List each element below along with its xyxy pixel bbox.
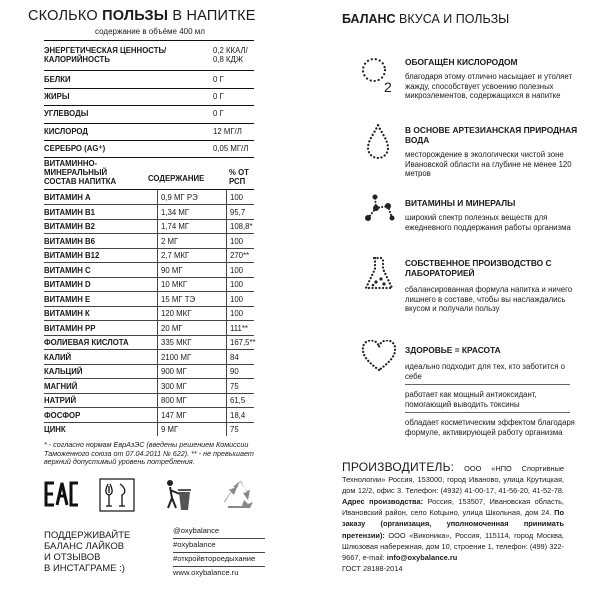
nutrition-subtitle: содержание в объёме 400 мл	[95, 27, 205, 36]
lab-flask-icon	[362, 254, 396, 294]
table-row	[44, 422, 254, 437]
footnote: * - согласно нормам ЕврАзЭС (введены решением Комиссии Таможенного союза от 07.04.2011 № 622). ** - не превышает верхний допустимый уровень потребления.	[44, 440, 254, 467]
vitamin-amount-header: СОДЕРЖАНИЕ	[148, 174, 205, 183]
vitamin-name: ВИТАМИН А	[44, 193, 91, 202]
instagram-share-text: ПОДДЕРЖИВАЙТЕ БАЛАНС ЛАЙКОВ И ОТЗЫВОВ В ИНСТАГРАМЕ :)	[44, 530, 131, 574]
table-row	[44, 350, 254, 365]
table-row	[44, 379, 254, 394]
website-link[interactable]: www.oxybalance.ru	[173, 568, 239, 577]
email-link[interactable]: info@oxybalance.ru	[386, 552, 458, 562]
hashtag[interactable]: #oxybalance	[173, 539, 265, 553]
heart-icon	[360, 340, 398, 374]
feature-text: благодаря этому отлично насыщает и утоляет жажду, способствует усвоению полезных микроэлементов, содержащихся в напитке	[405, 72, 573, 100]
vitamin-name: ВИТАМИН D	[44, 280, 91, 289]
vitamin-amount: 15 МГ ТЭ	[161, 294, 196, 304]
vitamin-pct: 75	[230, 381, 239, 391]
vitamin-pct: 100	[230, 309, 244, 318]
feature-title: ОБОГАЩЁН КИСЛОРОДОМ	[405, 57, 518, 67]
table-row	[44, 277, 254, 292]
vitamin-name: ВИТАМИН В12	[44, 251, 100, 260]
oxygen-o2-icon	[358, 54, 398, 96]
vitamin-name: ВИТАМИН РР	[44, 323, 96, 333]
producer-heading: ПРОИЗВОДИТЕЛЬ:	[342, 460, 455, 474]
vitamin-pct: 75	[230, 425, 239, 434]
feature-title: В ОСНОВЕ АРТЕЗИАНСКАЯ ПРИРОДНАЯ ВОДА	[405, 125, 578, 145]
vitamin-pct: 167,5**	[230, 338, 256, 347]
vitamin-pct: 95,7	[230, 207, 246, 217]
divider	[44, 88, 254, 89]
nutrition-title: СКОЛЬКО ПОЛЬЗЫ В НАПИТКЕ	[28, 8, 256, 24]
vitamin-amount: 0,9 МГ РЭ	[161, 193, 198, 202]
producer-info: ПРОИЗВОДИТЕЛЬ: ООО «НПО Спортивные Технологии» Россия, 153000, город Иваново, улица Крутицкая, дом 12/2, офис 3. Телефон: (4932) 41-00-17, 41-56-20, 41-52-78. Адрес производства: Россия, 153507, Ивановская область, Ивановский район, село Коtцыно, улица Школьная, дом 24. По заказу (организация, уполномоченная принимать претензии): ООО «Виконика», Россия, 115114, город Москва, Шлюзовая набережная, дом 10, строение 1, телефон: (499) 322-9667, e-mail: info@oxybalance.ru ГОСТ 28188-2014	[342, 460, 565, 573]
vitamin-amount: 2 МГ	[161, 236, 179, 246]
divider	[44, 70, 254, 71]
svg-text:ЕАС: ЕАС	[44, 480, 47, 481]
table-row	[44, 292, 254, 307]
vitamin-amount: 900 МГ	[161, 367, 187, 376]
vitamin-amount: 300 МГ	[161, 381, 187, 391]
table-row	[44, 234, 254, 249]
table-row	[44, 364, 254, 379]
vitamin-pct: 100	[230, 280, 244, 289]
vitamin-pct: 61,5	[230, 396, 246, 405]
vitamin-amount: 10 МКГ	[161, 280, 188, 289]
vitamin-name-header: ВИТАМИННО- МИНЕРАЛЬНЫЙ СОСТАВ НАПИТКА	[44, 159, 117, 186]
vitamin-name: ВИТАМИН Е	[44, 294, 91, 304]
feature-title: ЗДОРОВЬЕ = КРАСОТА	[405, 345, 501, 355]
vitamin-name: ФОЛИЕВАЯ КИСЛОТА	[44, 338, 129, 347]
social-tags	[173, 525, 265, 580]
vitamin-amount: 120 МКГ	[161, 309, 192, 318]
table-row	[44, 306, 254, 321]
vitamin-amount: 335 МКГ	[161, 338, 192, 347]
vitamin-name: ВИТАМИН К	[44, 309, 90, 318]
vitamin-name: КАЛИЙ	[44, 352, 72, 362]
vitamin-amount: 800 МГ	[161, 396, 187, 405]
feature-text: работает как мощный антиоксидант, помогающий выводить токсины	[405, 390, 537, 409]
vitamin-amount: 90 МГ	[161, 265, 183, 275]
vitamin-name: КАЛЬЦИЙ	[44, 367, 83, 376]
vitamin-amount: 9 МГ	[161, 425, 179, 434]
vitamin-pct: 270**	[230, 251, 250, 260]
vitamin-pct: 84	[230, 352, 239, 362]
divider	[405, 412, 570, 413]
vitamin-name: ЦИНК	[44, 425, 66, 434]
vitamin-amount: 147 МГ	[161, 410, 187, 420]
vitamin-pct: 111**	[230, 323, 248, 333]
vitamin-pct: 108,8*	[230, 222, 253, 231]
divider	[405, 384, 570, 385]
divider	[44, 105, 254, 106]
feature-title: СОБСТВЕННОЕ ПРОИЗВОДСТВО С ЛАБОРАТОРИЕЙ	[405, 258, 552, 278]
feature-text: месторождение в экологически чистой зоне Ивановской области на глубине не менее 120 метров	[405, 150, 572, 178]
molecule-icon	[362, 192, 396, 226]
divider	[44, 40, 254, 41]
divider	[44, 140, 254, 141]
svg-text:2: 2	[384, 79, 392, 95]
feature-text: обладает косметическим эффектом благодаря формуле, активирующей работу организма	[405, 418, 575, 437]
dispose-properly-icon	[162, 478, 194, 512]
table-row	[44, 205, 254, 220]
table-row	[44, 190, 254, 205]
vitamin-name: ВИТАМИН В1	[44, 207, 95, 217]
table-row	[44, 219, 254, 234]
vitamin-name: ВИТАМИН С	[44, 265, 91, 275]
vitamin-name: ВИТАМИН В6	[44, 236, 95, 246]
vitamin-pct: 100	[230, 294, 244, 304]
vitamin-name: МАГНИЙ	[44, 381, 78, 391]
table-row	[44, 263, 254, 278]
table-row	[44, 321, 254, 336]
vitamin-name: ВИТАМИН В2	[44, 222, 95, 231]
vitamin-pct: 100	[230, 236, 244, 246]
divider	[44, 123, 254, 124]
vitamin-amount: 20 МГ	[161, 323, 183, 333]
recycle-icon	[220, 478, 260, 512]
vitamin-pct: 90	[230, 367, 239, 376]
vitamin-name: ФОСФОР	[44, 410, 81, 420]
feature-text: идеально подходит для тех, кто заботится о себе	[405, 362, 565, 381]
table-row	[44, 335, 254, 350]
hashtag[interactable]: #откройвтороедыхание	[173, 553, 265, 567]
feature-text: широкий спектр полезных веществ для ежедневного поддержания работы организма	[405, 213, 571, 232]
vitamin-pct-header: % ОТ РСП	[229, 168, 249, 186]
vitamin-pct: 18,4	[230, 410, 246, 420]
nutrition-panel: СКОЛЬКО ПОЛЬЗЫ В НАПИТКЕ содержание в объёме 400 мл ЭНЕРГЕТИЧЕСКАЯ ЦЕННОСТЬ/ КАЛОРИЙНОСТЬ 0,2 ККАЛ/ 0,8 КДЖ БЕЛКИ 0 Г ЖИРЫ 0 Г УГЛЕВОДЫ 0 Г КИСЛОРОД 12 МГ/Л СЕРЕБРО (AG⁺) 0,05 МГ/Л ВИТАМИННО- МИНЕРАЛЬНЫЙ СОСТАВ НАПИТКА СОДЕРЖАНИЕ % ОТ РСП ВИТАМИН А 0,9 МГ РЭ 100 ВИТАМИН В1 1,34 МГ 95,7 ВИТАМИН В2 1,74 МГ 108,8* ВИТАМИН В6 2 МГ 100 ВИТАМИН В12 2,7 МКГ 270** ВИТАМИН С 90 МГ 100 ВИТАМИН D 10 МКГ 100 ВИТАМИН Е 15 МГ ТЭ 100 ВИТАМИН К 120 МКГ 100 ВИТАМИН РР 20 МГ 111** ФОЛИЕВАЯ КИСЛОТА 335 МКГ 167,5** КАЛИЙ 2100 МГ 84 КАЛЬЦИЙ 900 МГ 90 МАГНИЙ 300 МГ 75 НАТРИЙ 800 МГ 61,5 ФОСФОР 147 МГ 18,4 ЦИНК 9 МГ 75 * - согласно нормам ЕврАзЭС (введены решением Комиссии Таможенного союза от 07.04.2011 № 622). ** - не превышает верхний допустимый уровень потребления. ЕАС ПОДДЕРЖИВАЙТЕ БАЛАНС ЛАЙКОВ И ОТЗЫВОВ В ИНСТАГРАМЕ :) @oxybalance #oxybalance #откройвтороедыхание www.oxybalance.ru	[0, 0, 300, 600]
table-row	[44, 248, 254, 263]
instagram-handle[interactable]: @oxybalance	[173, 525, 265, 539]
feature-title: ВИТАМИНЫ И МИНЕРАЛЫ	[405, 198, 516, 208]
vitamin-name: НАТРИЙ	[44, 396, 77, 405]
eac-mark-icon	[44, 480, 80, 508]
vitamin-pct: 100	[230, 265, 244, 275]
table-row	[44, 393, 254, 408]
divider	[44, 157, 254, 158]
table-row	[44, 408, 254, 423]
feature-text: сбалансированная формула напитка и ничего лишнего в составе, чтобы вы наслаждались вкусом и получали пользу	[405, 285, 573, 313]
vitamin-pct: 100	[230, 193, 244, 202]
vitamin-amount: 1,74 МГ	[161, 222, 190, 231]
benefits-title: БАЛАНС ВКУСА И ПОЛЬЗЫ	[342, 12, 510, 26]
vitamin-amount: 1,34 МГ	[161, 207, 190, 217]
vitamin-amount: 2100 МГ	[161, 352, 192, 362]
food-contact-icon	[99, 478, 135, 512]
vitamin-amount: 2,7 МКГ	[161, 251, 190, 260]
water-drop-icon	[364, 122, 392, 162]
